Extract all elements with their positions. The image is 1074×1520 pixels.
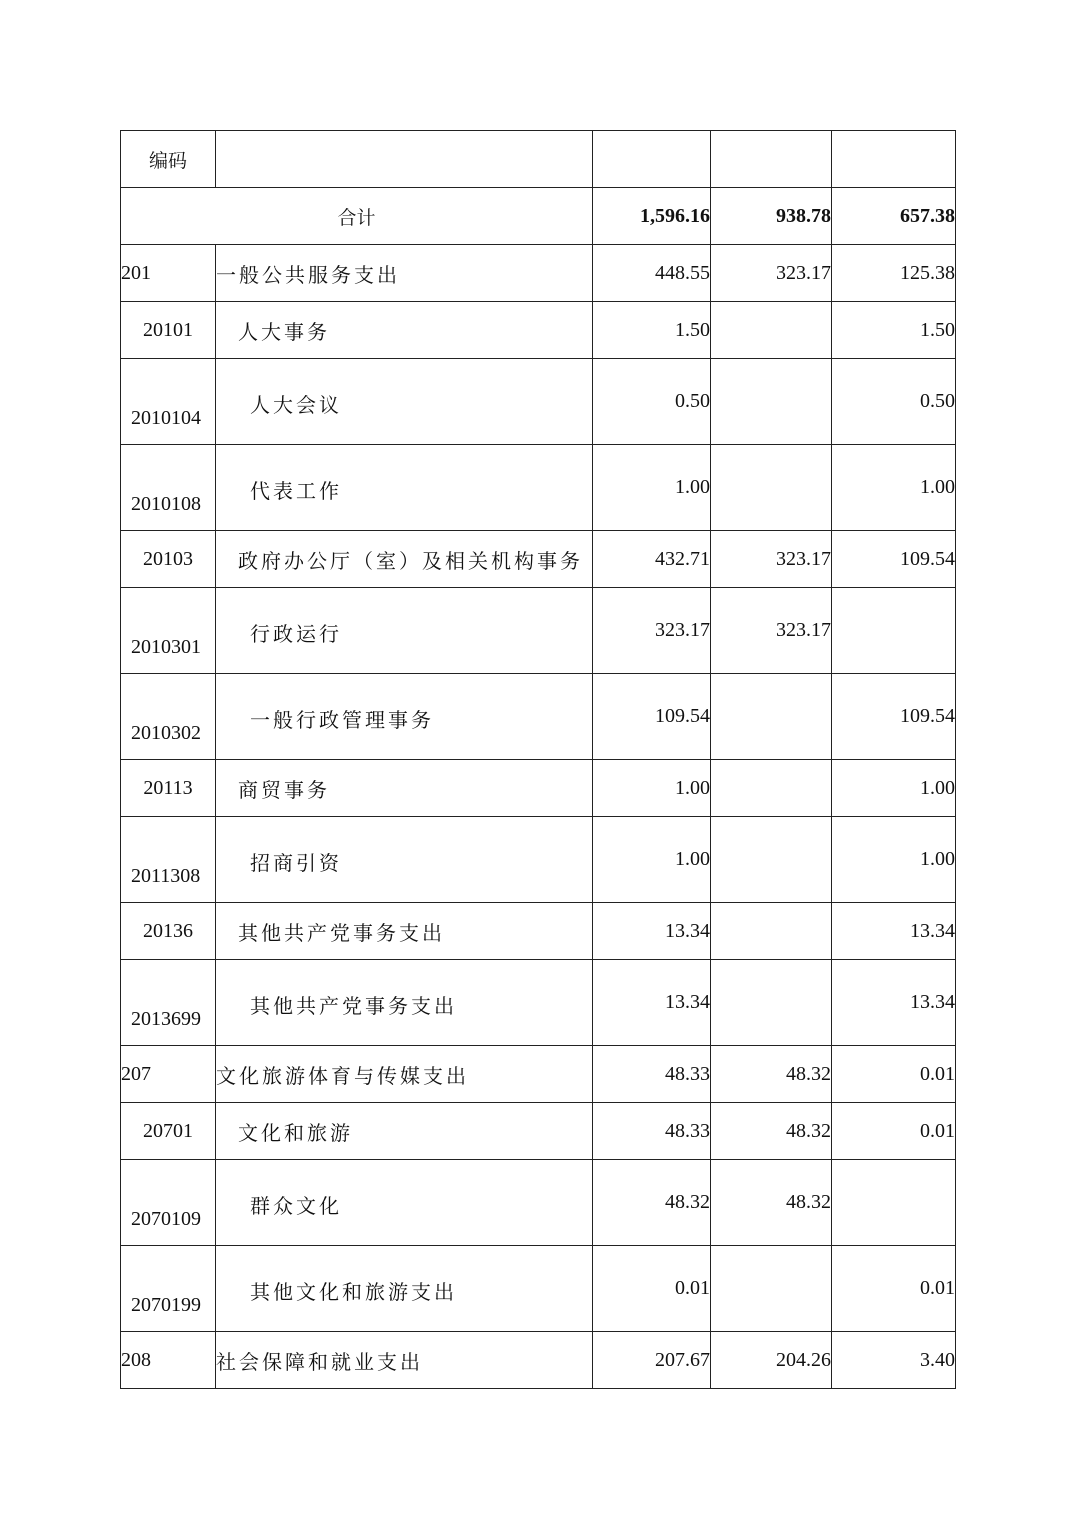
- row-name: 文化旅游体育与传媒支出: [216, 1046, 593, 1103]
- row-value-3: [832, 1160, 956, 1246]
- header-row: [121, 131, 956, 188]
- total-value-3: 657.38: [832, 188, 956, 245]
- row-value-3: 1.50: [832, 302, 956, 359]
- row-name: 社会保障和就业支出: [216, 1332, 593, 1389]
- row-code: 20101: [121, 302, 216, 359]
- row-value-1: 323.17: [593, 588, 711, 674]
- row-value-1: 48.33: [593, 1103, 711, 1160]
- total-row: [121, 188, 956, 245]
- row-value-3: 0.01: [832, 1246, 956, 1332]
- row-code: 2070199: [121, 1246, 216, 1332]
- table-row: [121, 1246, 956, 1332]
- name-header: [216, 131, 593, 188]
- row-name: 行政运行: [216, 588, 593, 674]
- row-value-2: [711, 960, 832, 1046]
- row-value-3: 0.01: [832, 1046, 956, 1103]
- row-value-2: 323.17: [711, 588, 832, 674]
- row-value-3: 0.50: [832, 359, 956, 445]
- table-row: [121, 445, 956, 531]
- row-value-1: 1.00: [593, 445, 711, 531]
- row-code: 2011308: [121, 817, 216, 903]
- row-value-2: 48.32: [711, 1103, 832, 1160]
- row-value-2: [711, 359, 832, 445]
- row-name: 商贸事务: [216, 760, 593, 817]
- row-value-3: 0.01: [832, 1103, 956, 1160]
- code-header: 编码: [121, 131, 216, 188]
- row-value-3: 109.54: [832, 531, 956, 588]
- row-code: 20136: [121, 903, 216, 960]
- row-value-1: 0.50: [593, 359, 711, 445]
- row-value-1: 13.34: [593, 903, 711, 960]
- row-name: 文化和旅游: [216, 1103, 593, 1160]
- table-row: [121, 1332, 956, 1389]
- row-value-3: 3.40: [832, 1332, 956, 1389]
- row-value-3: 125.38: [832, 245, 956, 302]
- table-row: [121, 245, 956, 302]
- row-name: 其他共产党事务支出: [216, 903, 593, 960]
- row-name: 代表工作: [216, 445, 593, 531]
- table-row: [121, 1046, 956, 1103]
- row-name: 人大事务: [216, 302, 593, 359]
- row-value-2: 323.17: [711, 531, 832, 588]
- row-code: 201: [121, 245, 216, 302]
- row-value-1: 13.34: [593, 960, 711, 1046]
- row-code: 2010104: [121, 359, 216, 445]
- table-row: [121, 1103, 956, 1160]
- row-value-3: [832, 588, 956, 674]
- row-code: 207: [121, 1046, 216, 1103]
- row-code: 20103: [121, 531, 216, 588]
- row-code: 20113: [121, 760, 216, 817]
- row-value-1: 109.54: [593, 674, 711, 760]
- table-row: [121, 960, 956, 1046]
- row-value-2: [711, 817, 832, 903]
- row-value-2: [711, 903, 832, 960]
- row-name: 人大会议: [216, 359, 593, 445]
- expenditure-table: [120, 130, 956, 1389]
- row-value-2: 48.32: [711, 1160, 832, 1246]
- table-row: [121, 531, 956, 588]
- row-value-2: [711, 302, 832, 359]
- col1-header: [593, 131, 711, 188]
- total-label: 合计: [121, 188, 593, 245]
- row-value-1: 1.50: [593, 302, 711, 359]
- table-row: [121, 674, 956, 760]
- row-name: 群众文化: [216, 1160, 593, 1246]
- row-name: 其他共产党事务支出: [216, 960, 593, 1046]
- table-row: [121, 359, 956, 445]
- row-value-2: 48.32: [711, 1046, 832, 1103]
- row-value-2: 204.26: [711, 1332, 832, 1389]
- row-value-1: 448.55: [593, 245, 711, 302]
- row-code: 2013699: [121, 960, 216, 1046]
- row-code: 2010301: [121, 588, 216, 674]
- row-name: 一般公共服务支出: [216, 245, 593, 302]
- table-row: [121, 817, 956, 903]
- row-value-3: 1.00: [832, 445, 956, 531]
- row-value-1: 1.00: [593, 817, 711, 903]
- row-code: 20701: [121, 1103, 216, 1160]
- row-value-2: [711, 445, 832, 531]
- row-value-1: 1.00: [593, 760, 711, 817]
- row-value-2: [711, 674, 832, 760]
- row-value-1: 207.67: [593, 1332, 711, 1389]
- total-value-1: 1,596.16: [593, 188, 711, 245]
- row-name: 招商引资: [216, 817, 593, 903]
- row-value-2: 323.17: [711, 245, 832, 302]
- row-value-1: 48.32: [593, 1160, 711, 1246]
- row-code: 2010108: [121, 445, 216, 531]
- col3-header: [832, 131, 956, 188]
- row-code: 208: [121, 1332, 216, 1389]
- row-name: 政府办公厅（室）及相关机构事务: [216, 531, 593, 588]
- row-value-1: 0.01: [593, 1246, 711, 1332]
- row-value-3: 13.34: [832, 960, 956, 1046]
- table-row: [121, 588, 956, 674]
- row-value-2: [711, 760, 832, 817]
- row-name: 其他文化和旅游支出: [216, 1246, 593, 1332]
- row-value-3: 13.34: [832, 903, 956, 960]
- total-value-2: 938.78: [711, 188, 832, 245]
- table-row: [121, 903, 956, 960]
- row-value-3: 109.54: [832, 674, 956, 760]
- col2-header: [711, 131, 832, 188]
- row-code: 2070109: [121, 1160, 216, 1246]
- table-row: [121, 760, 956, 817]
- row-value-3: 1.00: [832, 760, 956, 817]
- table-row: [121, 302, 956, 359]
- row-value-3: 1.00: [832, 817, 956, 903]
- row-code: 2010302: [121, 674, 216, 760]
- row-name: 一般行政管理事务: [216, 674, 593, 760]
- row-value-1: 48.33: [593, 1046, 711, 1103]
- table-row: [121, 1160, 956, 1246]
- row-value-2: [711, 1246, 832, 1332]
- row-value-1: 432.71: [593, 531, 711, 588]
